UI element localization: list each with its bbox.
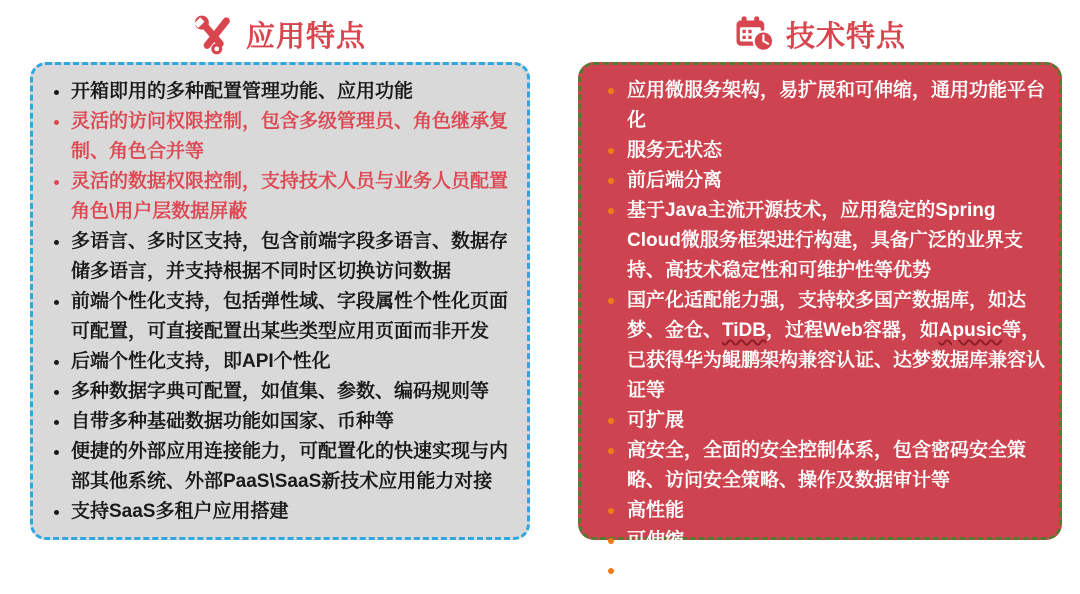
bullet-icon: [47, 167, 71, 227]
item-text: 高性能: [627, 500, 685, 521]
bullet-icon: [601, 76, 627, 136]
item-text: 应用微服务架构，易扩展和可伸缩，通用功能平台化: [627, 80, 1046, 131]
item-text: 高可用: [627, 560, 685, 581]
calendar-clock-icon: [734, 13, 776, 55]
item-text: 高安全，全面的安全控制体系，包含密码安全策略、访问安全策略、操作及数据审计等: [627, 440, 1027, 491]
application-features-panel: [30, 62, 530, 540]
bullet-icon: [47, 227, 71, 287]
bullet-icon: [601, 526, 627, 556]
bullet-icon: [47, 377, 71, 407]
left-panel-title: 应用特点: [245, 20, 366, 53]
list-item: [601, 406, 1049, 436]
right-panel-title: 技术特点: [785, 20, 906, 53]
item-text: 前后端分离: [627, 170, 723, 191]
bullet-icon: [47, 77, 71, 107]
list-item: [601, 196, 1049, 286]
bullet-icon: [601, 286, 627, 406]
bullet-icon: [601, 436, 627, 496]
list-item: [601, 526, 1049, 556]
list-item: [601, 166, 1049, 196]
list-item: [601, 496, 1049, 526]
item-text: 自带多种基础数据功能如国家、币种等: [71, 411, 395, 432]
item-text: 支持SaaS多租户应用搭建: [71, 501, 289, 522]
bullet-icon: [47, 497, 71, 527]
item-text: 多语言、多时区支持，包含前端字段多语言、数据存储多语言，并支持根据不同时区切换访问数据: [71, 231, 509, 282]
bullet-icon: [47, 347, 71, 377]
item-text: 前端个性化支持，包括弹性域、字段属性个性化页面可配置，可直接配置出某些类型应用页面而非开发: [71, 291, 509, 342]
item-text: 开箱即用的多种配置管理功能、应用功能: [71, 81, 414, 102]
item-text: 国产化适配能力强，支持较多国产数据库，如达梦、金仓、TiDB，过程Web容器，如Apusic等，已获得华为鲲鹏架构兼容认证、达梦数据库兼容认证等: [627, 290, 1046, 401]
list-item: [47, 407, 515, 437]
list-item: [47, 347, 515, 377]
bullet-icon: [47, 287, 71, 347]
item-text: 可伸缩: [627, 530, 685, 551]
list-item: [47, 497, 515, 527]
list-item: [601, 556, 1049, 586]
list-item: [47, 167, 515, 227]
list-item: [601, 76, 1049, 136]
bullet-icon: [601, 196, 627, 286]
bullet-icon: [47, 407, 71, 437]
application-features-list: [33, 65, 527, 535]
item-text: 服务无状态: [627, 140, 723, 161]
item-text: 灵活的数据权限控制，支持技术人员与业务人员配置角色\用户层数据屏蔽: [71, 171, 509, 222]
bullet-icon: [601, 406, 627, 436]
list-item: [47, 107, 515, 167]
list-item: [601, 136, 1049, 166]
item-text: 可扩展: [627, 410, 685, 431]
list-item: [47, 377, 515, 407]
bullet-icon: [47, 107, 71, 167]
list-item: [601, 436, 1049, 496]
list-item: [47, 287, 515, 347]
bullet-icon: [601, 136, 627, 166]
item-text: 后端个性化支持，即API个性化: [71, 351, 331, 372]
technical-features-header: [578, 10, 1062, 58]
item-text: 灵活的访问权限控制，包含多级管理员、角色继承复制、角色合并等: [71, 111, 509, 162]
bullet-icon: [47, 437, 71, 497]
list-item: [47, 77, 515, 107]
item-text: 便捷的外部应用连接能力，可配置化的快速实现与内部其他系统、外部PaaS\SaaS新技术应用能力对接: [71, 441, 509, 492]
list-item: [601, 286, 1049, 406]
item-text: 多种数据字典可配置，如值集、参数、编码规则等: [71, 381, 490, 402]
bullet-icon: [601, 496, 627, 526]
bullet-icon: [601, 166, 627, 196]
list-item: [47, 227, 515, 287]
tools-icon: [194, 13, 236, 55]
application-features-header: [30, 10, 530, 58]
item-text: 基于Java主流开源技术，应用稳定的Spring Cloud微服务框架进行构建，具备广泛的业界支持、高技术稳定性和可维护性等优势: [627, 200, 1023, 281]
technical-features-panel: [578, 62, 1062, 581]
bullet-icon: [601, 556, 627, 586]
technical-features-list: [581, 65, 1059, 594]
list-item: [47, 437, 515, 497]
